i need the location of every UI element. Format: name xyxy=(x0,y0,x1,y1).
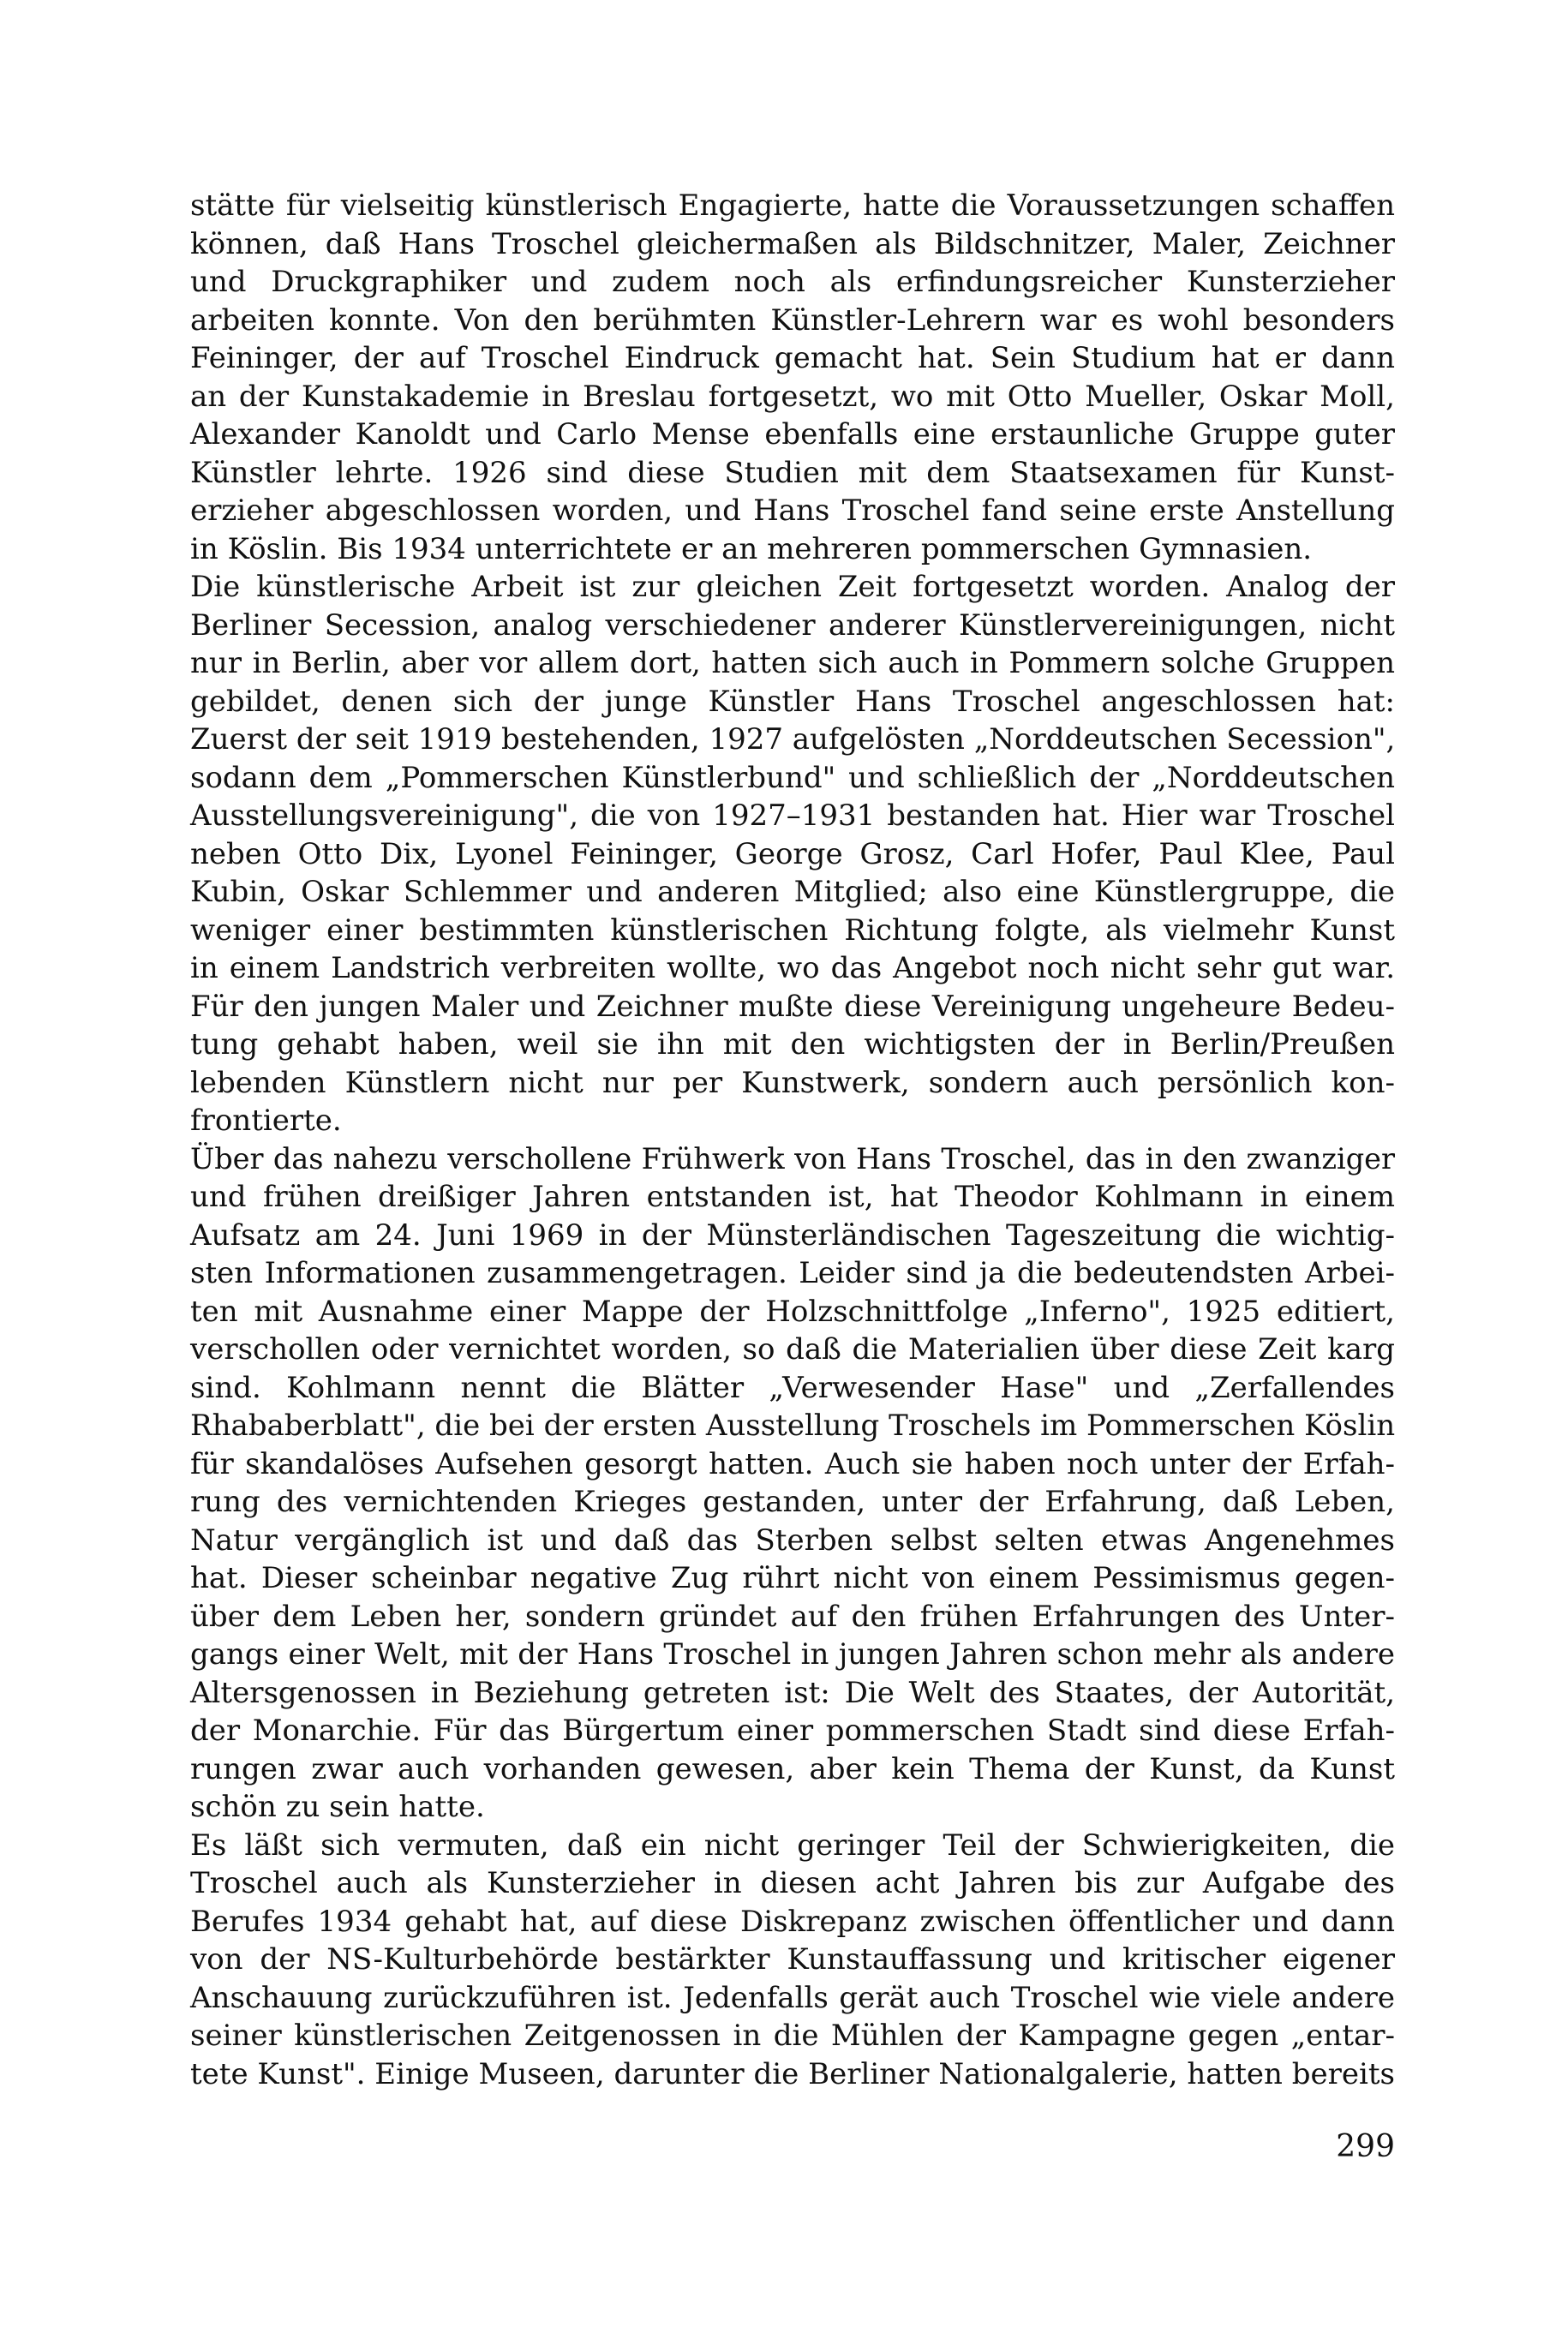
text-line: Berliner Secession, analog verschiedener anderer Künstlervereinigungen, nicht xyxy=(190,607,1395,643)
text-line: arbeiten konnte. Von den berühmten Künstler-Lehrern war es wohl besonders xyxy=(190,302,1395,338)
text-line: tete Kunst". Einige Museen, darunter die Berliner Nationalgalerie, hatten bereits xyxy=(190,2056,1395,2091)
text-line: gangs einer Welt, mit der Hans Troschel in jungen Jahren schon mehr als andere xyxy=(190,1637,1395,1672)
text-line: Anschauung zurückzuführen ist. Jedenfalls gerät auch Troschel wie viele andere xyxy=(190,1980,1395,2015)
text-line: der Monarchie. Für das Bürgertum einer pommerschen Stadt sind diese Erfah- xyxy=(190,1714,1395,1748)
text-line: Alexander Kanoldt und Carlo Mense ebenfalls eine erstaunliche Gruppe guter xyxy=(190,417,1395,452)
text-line: Troschel auch als Kunsterzieher in diesen acht Jahren bis zur Aufgabe des xyxy=(190,1866,1395,1900)
text-line: Berufes 1934 gehabt hat, auf diese Diskrepanz zwischen öffentlicher und dann xyxy=(190,1904,1395,1939)
text-line: schön zu sein hatte. xyxy=(190,1790,485,1824)
text-line: Ausstellungsvereinigung", die von 1927–1931 bestanden hat. Hier war Troschel xyxy=(190,799,1395,833)
text-line: verschollen oder vernichtet worden, so daß die Materialien über diese Zeit karg xyxy=(190,1332,1395,1367)
text-line: in einem Landstrich verbreiten wollte, wo das Angebot noch nicht sehr gut war. xyxy=(190,951,1395,985)
page-number: 299 xyxy=(1336,2129,1395,2164)
text-line: Die künstlerische Arbeit ist zur gleichen Zeit fortgesetzt worden. Analog der xyxy=(190,570,1395,604)
text-line: hat. Dieser scheinbar negative Zug rührt nicht von einem Pessimismus gegen- xyxy=(190,1561,1395,1595)
text-line: und Druckgraphiker und zudem noch als erfindungsreicher Kunsterzieher xyxy=(190,265,1395,299)
text-line: Künstler lehrte. 1926 sind diese Studien mit dem Staatsexamen für Kunst- xyxy=(190,455,1395,490)
text-line: rungen zwar auch vorhanden gewesen, aber kein Thema der Kunst, da Kunst xyxy=(190,1751,1395,1786)
text-line: und frühen dreißiger Jahren entstanden ist, hat Theodor Kohlmann in einem xyxy=(190,1180,1395,1214)
text-line: frontierte. xyxy=(190,1104,342,1138)
text-line: Rhababerblatt", die bei der ersten Ausstellung Troschels im Pommerschen Köslin xyxy=(190,1409,1396,1443)
text-line: an der Kunstakademie in Breslau fortgesetzt, wo mit Otto Mueller, Oskar Moll, xyxy=(190,379,1395,414)
text-line: Kubin, Oskar Schlemmer und anderen Mitglied; also eine Künstlergruppe, die xyxy=(190,875,1395,909)
text-line: ten mit Ausnahme einer Mappe der Holzschnittfolge „Inferno", 1925 editiert, xyxy=(190,1294,1395,1329)
text-line: neben Otto Dix, Lyonel Feininger, George Grosz, Carl Hofer, Paul Klee, Paul xyxy=(190,836,1395,871)
text-line: sind. Kohlmann nennt die Blätter „Verwesender Hase" und „Zerfallendes xyxy=(190,1370,1395,1405)
text-line: Altersgenossen in Beziehung getreten ist: Die Welt des Staates, der Autorität, xyxy=(190,1675,1395,1710)
text-line: weniger einer bestimmten künstlerischen Richtung folgte, als vielmehr Kunst xyxy=(190,912,1395,948)
text-line: Für den jungen Maler und Zeichner mußte diese Vereinigung ungeheure Bedeu- xyxy=(190,989,1395,1024)
text-line: in Köslin. Bis 1934 unterrichtete er an mehreren pommerschen Gymnasien. xyxy=(190,531,1313,566)
text-line: für skandalöses Aufsehen gesorgt hatten. Auch sie haben noch unter der Erfah- xyxy=(190,1446,1395,1481)
text-line: Es läßt sich vermuten, daß ein nicht geringer Teil der Schwierigkeiten, die xyxy=(190,1828,1395,1863)
text-line: Natur vergänglich ist und daß das Sterben selbst selten etwas Angenehmes xyxy=(190,1522,1395,1558)
text-line: stätte für vielseitig künstlerisch Engagierte, hatte die Voraussetzungen schaffen xyxy=(190,188,1395,223)
text-line: gebildet, denen sich der junge Künstler Hans Troschel angeschlossen hat: xyxy=(190,684,1395,719)
text-line: lebenden Künstlern nicht nur per Kunstwerk, sondern auch persönlich kon- xyxy=(190,1065,1395,1100)
text-line: Feininger, der auf Troschel Eindruck gemacht hat. Sein Studium hat er dann xyxy=(190,341,1395,375)
text-line: Über das nahezu verschollene Frühwerk von Hans Troschel, das in den zwanziger xyxy=(190,1141,1395,1175)
text-line: über dem Leben her, sondern gründet auf den frühen Erfahrungen des Unter- xyxy=(190,1599,1395,1634)
text-line: tung gehabt haben, weil sie ihn mit den wichtigsten der in Berlin/Preußen xyxy=(190,1027,1395,1062)
text-line: sodann dem „Pommerschen Künstlerbund" und schließlich der „Norddeutschen xyxy=(190,760,1395,795)
text-line: seiner künstlerischen Zeitgenossen in die Mühlen der Kampagne gegen „entar- xyxy=(190,2019,1395,2053)
text-line: erzieher abgeschlossen worden, und Hans Troschel fand seine erste Anstellung xyxy=(190,494,1395,528)
text-line: nur in Berlin, aber vor allem dort, hatten sich auch in Pommern solche Gruppen xyxy=(190,646,1395,680)
text-line: Zuerst der seit 1919 bestehenden, 1927 aufgelösten „Norddeutschen Secession", xyxy=(190,722,1396,757)
text-line: Aufsatz am 24. Juni 1969 in der Münsterländischen Tageszeitung die wichtig- xyxy=(190,1217,1395,1253)
text-line: sten Informationen zusammengetragen. Leider sind ja die bedeutendsten Arbei- xyxy=(190,1256,1395,1290)
text-line: können, daß Hans Troschel gleichermaßen als Bildschnitzer, Maler, Zeichner xyxy=(190,226,1395,261)
text-line: rung des vernichtenden Krieges gestanden, unter der Erfahrung, daß Leben, xyxy=(190,1485,1395,1519)
body-text xyxy=(190,187,1395,2093)
text-line: von der NS-Kulturbehörde bestärkter Kunstauffassung und kritischer eigener xyxy=(190,1942,1395,1977)
